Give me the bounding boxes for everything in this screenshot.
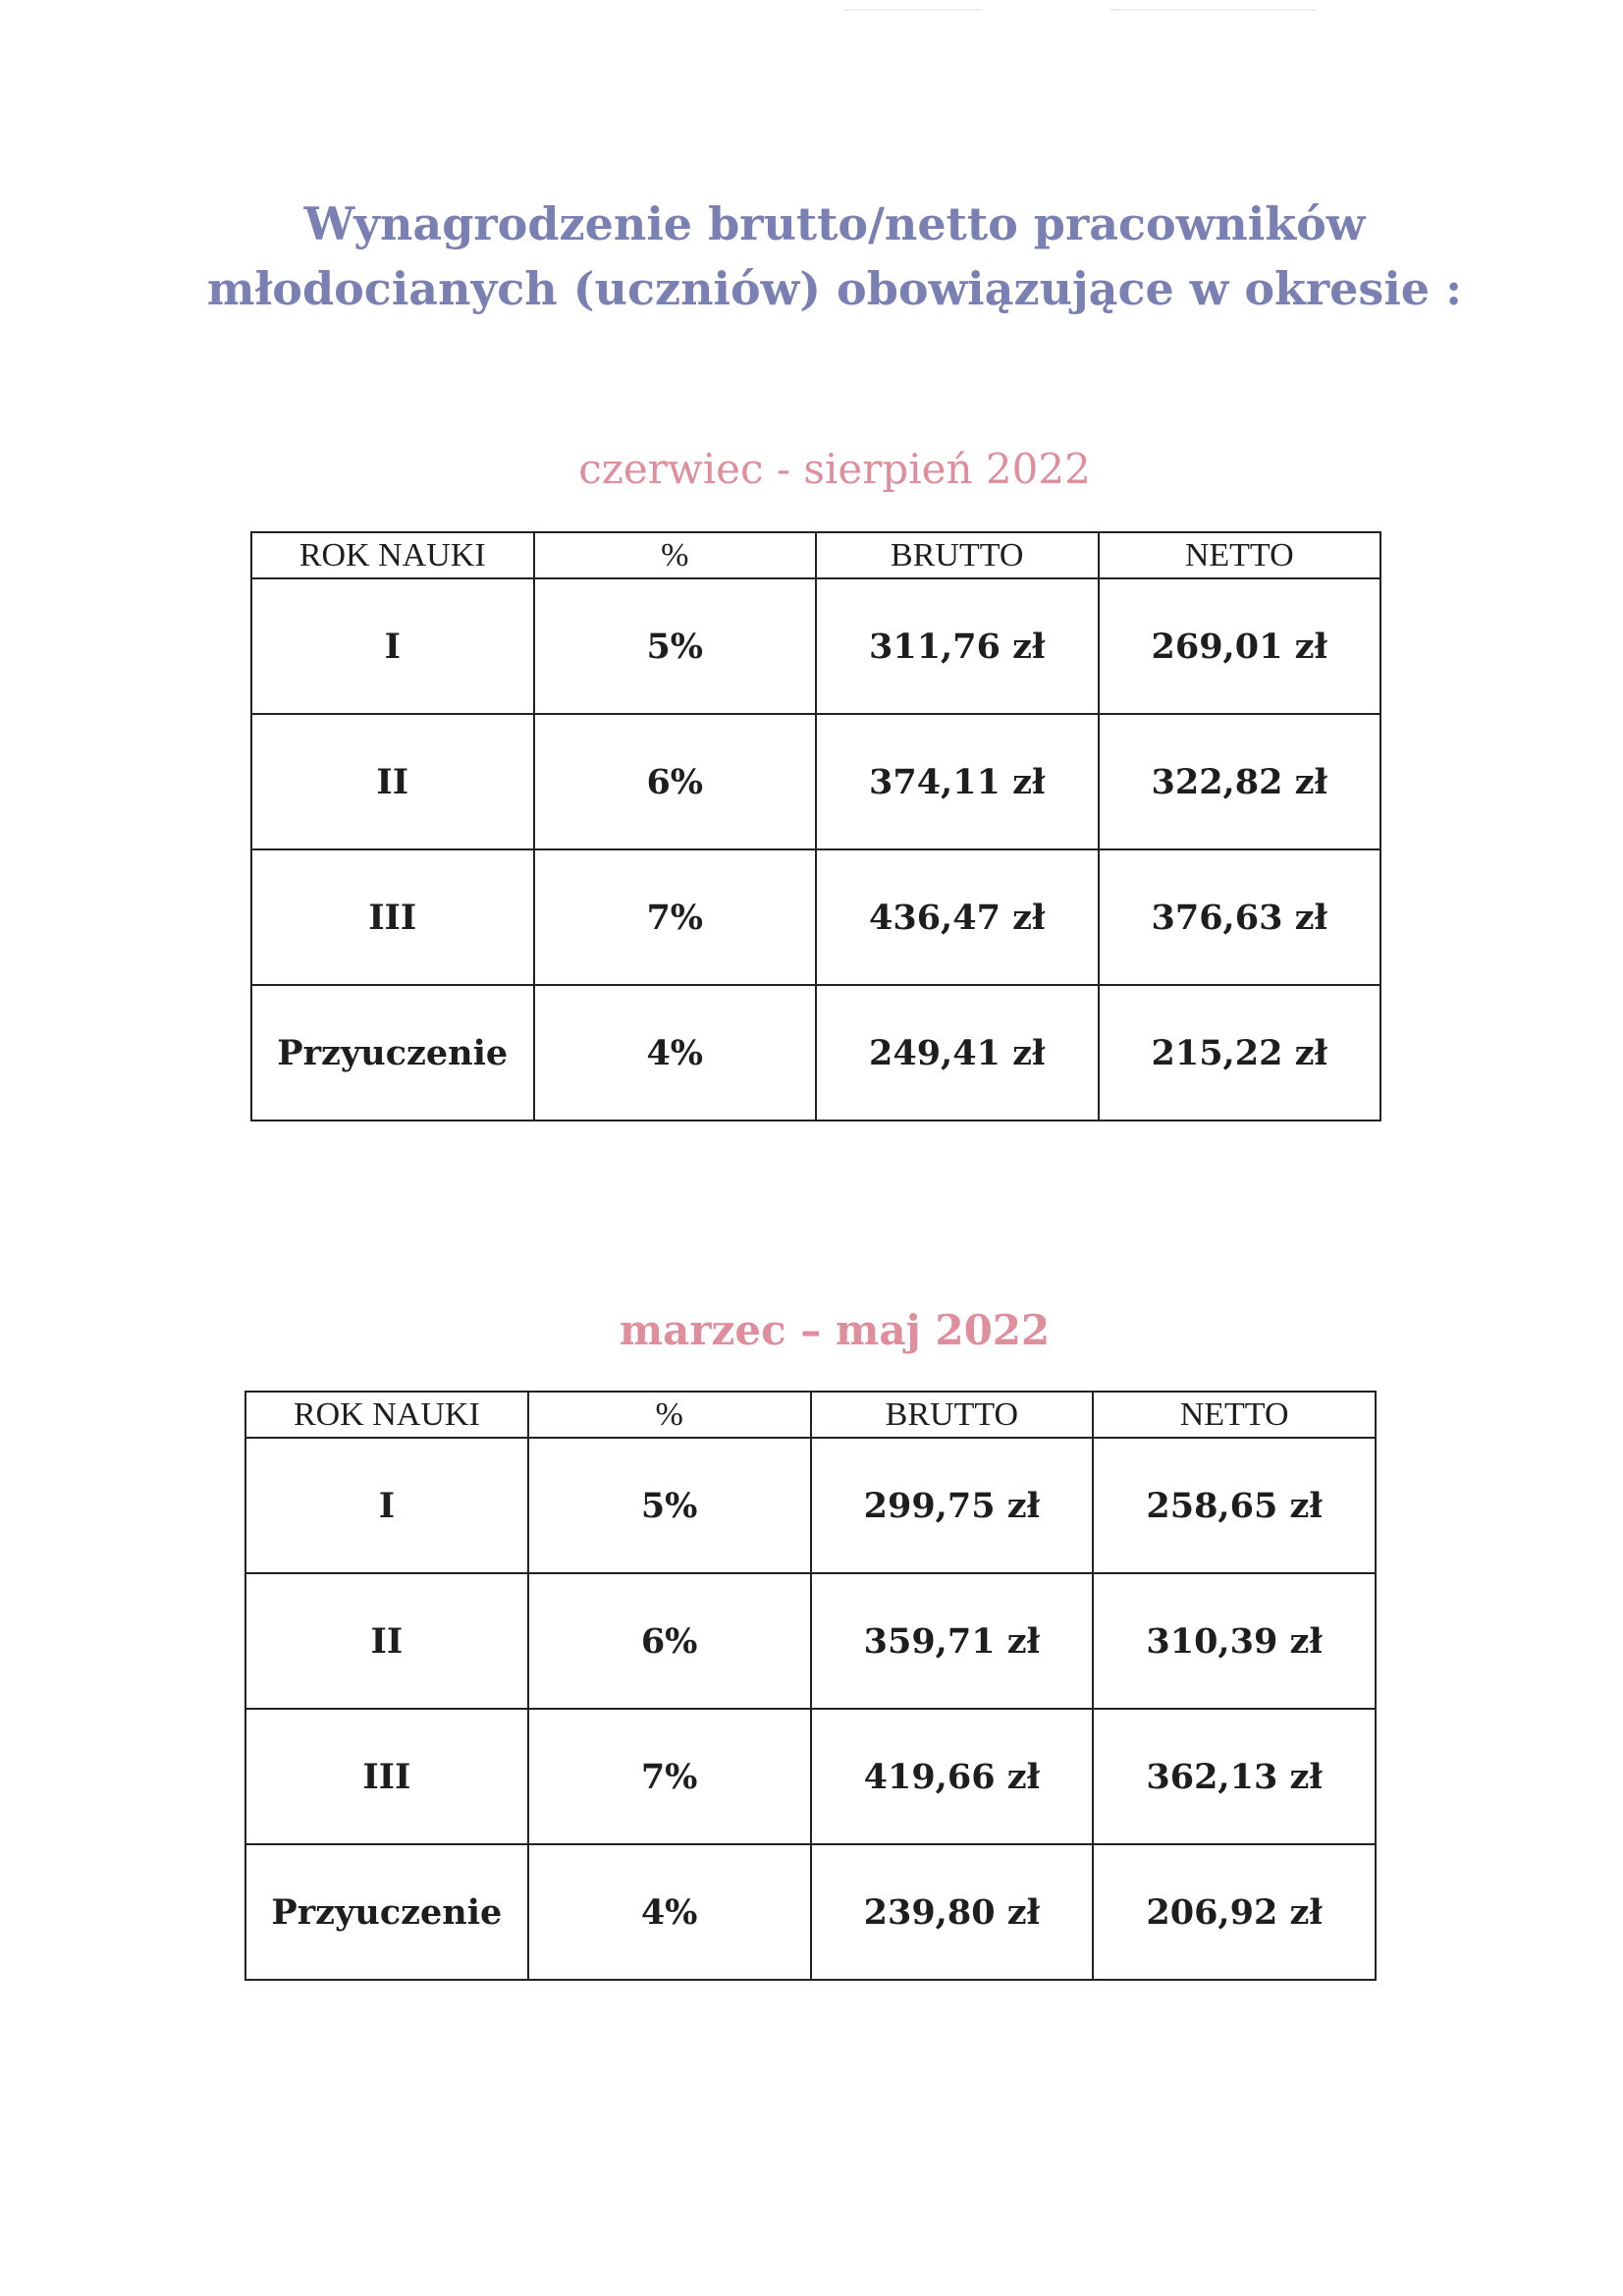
net-cell: 322,82 zł bbox=[1099, 714, 1381, 849]
column-header-net: NETTO bbox=[1099, 532, 1381, 578]
percent-cell: 4% bbox=[534, 985, 817, 1121]
period-heading-spring: marzec – maj 2022 bbox=[619, 1306, 1051, 1354]
column-header-gross: BRUTTO bbox=[816, 532, 1099, 578]
column-header-year: ROK NAUKI bbox=[245, 1392, 528, 1438]
year-cell: III bbox=[245, 1709, 528, 1844]
net-cell: 215,22 zł bbox=[1099, 985, 1381, 1121]
title-line-2: młodocianych (uczniów) obowiązujące w okresie : bbox=[206, 262, 1463, 315]
table-row bbox=[251, 985, 1380, 1121]
year-cell: II bbox=[245, 1573, 528, 1709]
table-row bbox=[251, 714, 1380, 849]
percent-cell: 6% bbox=[534, 714, 817, 849]
table-row bbox=[245, 1844, 1376, 1980]
percent-cell: 5% bbox=[534, 578, 817, 714]
period-heading-summer: czerwiec - sierpień 2022 bbox=[578, 445, 1091, 493]
column-header-gross: BRUTTO bbox=[811, 1392, 1094, 1438]
column-header-percent: % bbox=[534, 532, 817, 578]
net-cell: 269,01 zł bbox=[1099, 578, 1381, 714]
year-cell: II bbox=[251, 714, 534, 849]
gross-cell: 249,41 zł bbox=[816, 985, 1099, 1121]
scan-artifact-line bbox=[1109, 9, 1316, 11]
gross-cell: 419,66 zł bbox=[811, 1709, 1094, 1844]
year-cell: I bbox=[251, 578, 534, 714]
percent-cell: 4% bbox=[528, 1844, 811, 1980]
table-row bbox=[251, 849, 1380, 985]
year-cell: Przyuczenie bbox=[251, 985, 534, 1121]
net-cell: 206,92 zł bbox=[1093, 1844, 1376, 1980]
gross-cell: 359,71 zł bbox=[811, 1573, 1094, 1709]
gross-cell: 436,47 zł bbox=[816, 849, 1099, 985]
gross-cell: 299,75 zł bbox=[811, 1438, 1094, 1573]
table-row bbox=[245, 1709, 1376, 1844]
table-header-row bbox=[245, 1392, 1376, 1438]
percent-cell: 7% bbox=[528, 1709, 811, 1844]
scan-artifact-line bbox=[844, 9, 982, 11]
year-cell: Przyuczenie bbox=[245, 1844, 528, 1980]
percent-cell: 5% bbox=[528, 1438, 811, 1573]
column-header-net: NETTO bbox=[1093, 1392, 1376, 1438]
percent-cell: 6% bbox=[528, 1573, 811, 1709]
net-cell: 258,65 zł bbox=[1093, 1438, 1376, 1573]
percent-cell: 7% bbox=[534, 849, 817, 985]
table-row bbox=[245, 1573, 1376, 1709]
gross-cell: 239,80 zł bbox=[811, 1844, 1094, 1980]
year-cell: III bbox=[251, 849, 534, 985]
column-header-percent: % bbox=[528, 1392, 811, 1438]
gross-cell: 311,76 zł bbox=[816, 578, 1099, 714]
document-title bbox=[0, 191, 1623, 321]
net-cell: 362,13 zł bbox=[1093, 1709, 1376, 1844]
wage-table-spring bbox=[244, 1391, 1377, 1981]
table-row bbox=[251, 578, 1380, 714]
net-cell: 310,39 zł bbox=[1093, 1573, 1376, 1709]
table-header-row bbox=[251, 532, 1380, 578]
column-header-year: ROK NAUKI bbox=[251, 532, 534, 578]
net-cell: 376,63 zł bbox=[1099, 849, 1381, 985]
title-line-1: Wynagrodzenie brutto/netto pracowników bbox=[303, 197, 1366, 250]
year-cell: I bbox=[245, 1438, 528, 1573]
gross-cell: 374,11 zł bbox=[816, 714, 1099, 849]
wage-table-summer bbox=[250, 531, 1381, 1121]
table-row bbox=[245, 1438, 1376, 1573]
